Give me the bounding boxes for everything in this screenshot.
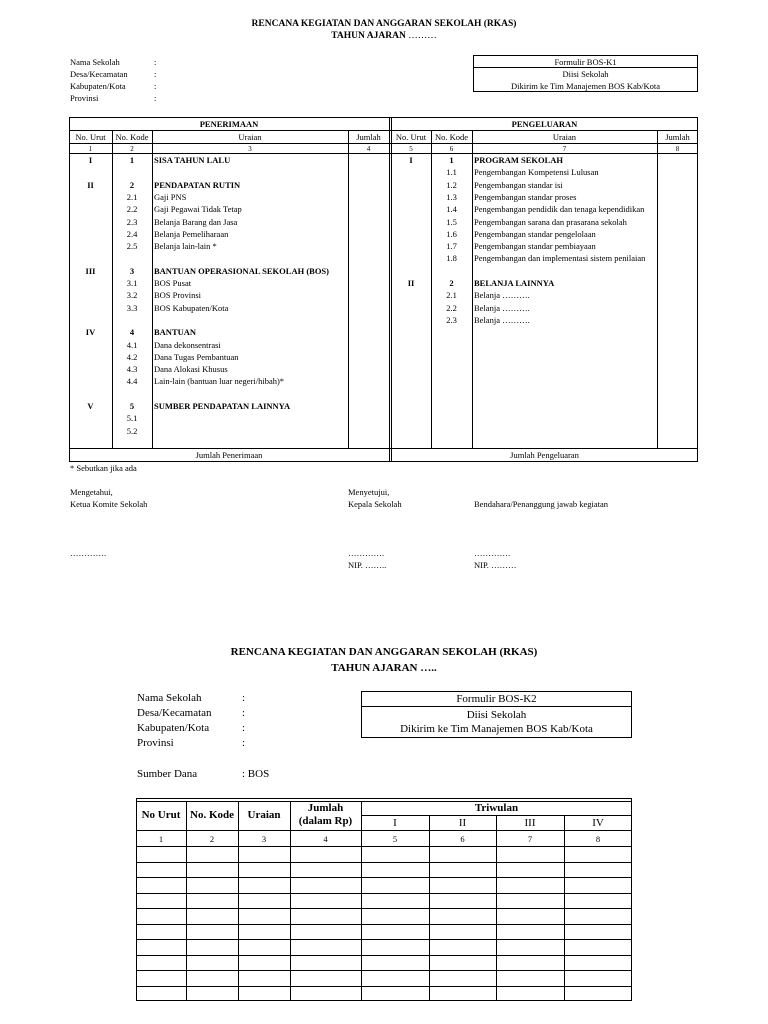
form1-label-provinsi: Provinsi (70, 93, 99, 103)
col-header-no-urut: No. Urut (395, 132, 427, 142)
row-kode: 2.4 (126, 228, 138, 239)
row-kode: 4.1 (126, 339, 138, 350)
form1-subtitle-label: TAHUN AJARAN (331, 31, 406, 41)
col-number: 1 (88, 145, 93, 153)
form2-formulir-diisi: Diisi Sekolah (466, 709, 527, 721)
form1-colon: : (154, 69, 157, 79)
form1-colon: : (154, 93, 157, 103)
form1-colon: : (154, 81, 157, 91)
form1-subtitle-dots: ……… (408, 31, 437, 41)
form2-title: RENCANA KEGIATAN DAN ANGGARAN SEKOLAH (RKAS) (230, 646, 538, 658)
row-kode: 2.3 (446, 314, 457, 325)
row-kode: 1.2 (446, 179, 457, 190)
t2-col-number: 6 (460, 834, 465, 844)
form2-label-provinsi: Provinsi (137, 737, 174, 749)
row-uraian: Dana dekonsentrasi (154, 339, 221, 350)
col-header-jumlah: Jumlah (356, 132, 381, 142)
row-uraian: BANTUAN OPERASIONAL SEKOLAH (BOS) (154, 265, 329, 276)
row-kode: 2.5 (126, 241, 138, 252)
form1-formulir-dikirim: Dikirim ke Tim Manajemen BOS Kab/Kota (511, 81, 660, 91)
col-header-uraian: Uraian (552, 132, 577, 142)
row-kode: 2.3 (126, 216, 138, 227)
row-kode: 2.2 (126, 204, 138, 215)
row-uraian: Pengembangan Kompetensi Lulusan (474, 167, 599, 178)
col-header-no-kode: No. Kode (434, 132, 469, 142)
row-kode: 1 (449, 155, 454, 165)
t2-col-number: 7 (527, 834, 533, 844)
row-kode: 2.1 (126, 191, 138, 202)
row-uraian: Dana Alokasi Khusus (154, 364, 228, 375)
row-kode: 1.3 (446, 191, 457, 202)
sig-dots: …………. (70, 548, 107, 558)
t2-header-jumlah: Jumlah (307, 802, 344, 814)
row-uraian: SISA TAHUN LALU (154, 155, 231, 165)
form1-colon: : (154, 57, 157, 67)
t2-col-number: 4 (323, 834, 328, 844)
row-uraian: Pengembangan standar pengelolaan (474, 228, 596, 239)
row-kode: 1.7 (446, 241, 457, 252)
col-header-uraian: Uraian (238, 132, 262, 142)
form2-formulir-dikirim: Dikirim ke Tim Manajemen BOS Kab/Kota (400, 723, 593, 735)
row-kode: 3.1 (126, 278, 138, 288)
row-kode: 1.6 (446, 228, 457, 239)
row-uraian: Pengembangan dan implementasi sistem penilaian (474, 253, 646, 264)
sig-nip: NIP. ……… (474, 560, 517, 570)
col-number: 6 (449, 145, 454, 153)
form2-colon: : (242, 692, 246, 704)
sig-bendahara: Bendahara/Penanggung jawab kegiatan (474, 499, 609, 509)
form2-subtitle: TAHUN AJARAN ….. (331, 662, 437, 674)
row-uraian: BOS Kabupaten/Kota (154, 302, 229, 313)
sig-kepala-sekolah: Kepala Sekolah (348, 499, 402, 509)
form2-label-desa: Desa/Kecamatan (137, 707, 212, 719)
row-urut: I (88, 155, 93, 165)
table-row-line (136, 939, 632, 940)
table-row-line (136, 955, 632, 956)
row-uraian: Pengembangan sarana dan prasarana sekolah (474, 216, 627, 227)
t2-header-triwulan-3: III (524, 817, 536, 829)
row-urut: II (407, 278, 415, 288)
row-kode: 4.3 (126, 364, 138, 375)
sig-nip: NIP. …….. (348, 560, 387, 570)
row-urut: V (87, 401, 94, 411)
t2-col-number: 1 (158, 834, 164, 844)
col-number: 8 (675, 145, 680, 153)
col-header-jumlah: Jumlah (665, 132, 690, 142)
penerimaan-header: PENERIMAAN (199, 119, 259, 129)
row-uraian: Belanja lain-lain * (154, 241, 217, 252)
form2-label-nama-sekolah: Nama Sekolah (137, 692, 202, 704)
row-uraian: BOS Provinsi (154, 290, 201, 301)
form1-label-kabupaten: Kabupaten/Kota (70, 81, 126, 91)
col-header-no-urut: No. Urut (75, 132, 106, 142)
row-urut: III (85, 265, 96, 276)
form2-colon: : (242, 737, 246, 749)
row-uraian: Belanja Barang dan Jasa (154, 216, 238, 227)
row-kode: 2 (449, 278, 454, 288)
sumber-dana-value: : BOS (242, 768, 270, 780)
sumber-dana-label: Sumber Dana (137, 768, 198, 780)
row-uraian: PROGRAM SEKOLAH (474, 155, 564, 165)
sig-menyetujui: Menyetujui, (348, 487, 390, 497)
table-row-line (136, 970, 632, 971)
row-urut: IV (85, 327, 96, 338)
col-number: 7 (562, 145, 567, 153)
t2-header-uraian: Uraian (247, 809, 281, 821)
row-uraian: Belanja ………. (474, 314, 530, 325)
row-uraian: Pengembangan standar proses (474, 191, 577, 202)
row-kode: 4.2 (126, 351, 138, 362)
t2-header-triwulan: Triwulan (474, 802, 519, 814)
row-kode: 1.8 (446, 253, 457, 264)
table-row-line (136, 908, 632, 909)
form2-colon: : (242, 722, 246, 734)
pengeluaran-header: PENGELUARAN (511, 119, 578, 129)
row-uraian: Belanja Pemeliharaan (154, 228, 229, 239)
row-uraian: Belanja ………. (474, 290, 530, 301)
row-uraian: Dana Tugas Pembantuan (154, 351, 239, 362)
row-kode: 2 (129, 179, 135, 190)
row-kode: 5 (129, 401, 135, 411)
row-kode: 5.1 (126, 413, 138, 424)
row-kode: 4.4 (126, 376, 138, 387)
row-kode: 1.1 (446, 167, 457, 178)
col-number: 3 (248, 145, 252, 153)
row-uraian: SUMBER PENDAPATAN LAINNYA (154, 401, 291, 411)
row-uraian: Gaji Pegawai Tidak Tetap (154, 204, 242, 215)
form1-label-nama-sekolah: Nama Sekolah (70, 57, 120, 67)
table-row-line (136, 924, 632, 925)
row-kode: 5.2 (126, 425, 138, 436)
t2-header-triwulan-2: II (458, 817, 467, 829)
sig-dots: …………. (474, 548, 511, 558)
row-uraian: BANTUAN (154, 327, 197, 338)
row-uraian: BELANJA LAINNYA (474, 278, 555, 288)
t2-col-number: 5 (392, 834, 398, 844)
jumlah-penerimaan-label: Jumlah Penerimaan (195, 450, 263, 460)
row-uraian: Lain-lain (bantuan luar negeri/hibah)* (154, 376, 285, 387)
table-row-line (136, 877, 632, 878)
form1-formulir-code: Formulir BOS-K1 (554, 57, 617, 67)
footnote: * Sebutkan jika ada (70, 463, 137, 473)
row-kode: 1.5 (446, 216, 457, 227)
row-uraian: Pengembangan pendidik dan tenaga kependidikan (474, 204, 645, 215)
row-kode: 3 (129, 265, 135, 276)
row-kode: 3.3 (126, 302, 138, 313)
form2-formulir-code: Formulir BOS-K2 (456, 693, 537, 705)
t2-header-triwulan-1: I (393, 817, 397, 829)
row-kode: 3.2 (126, 290, 138, 301)
table-row-line (136, 986, 632, 987)
table-row-line (136, 862, 632, 863)
row-uraian: Pengembangan standar isi (474, 179, 563, 190)
row-kode: 4 (129, 327, 135, 338)
col-number: 5 (409, 145, 413, 153)
form2-colon: : (242, 707, 246, 719)
col-number: 2 (130, 145, 134, 153)
row-urut: I (409, 155, 413, 165)
row-uraian: Pengembangan standar pembiayaan (474, 241, 596, 252)
row-uraian: Belanja ………. (474, 302, 530, 313)
row-urut: II (87, 179, 94, 190)
row-kode: 2.2 (446, 302, 457, 313)
table-row-line (136, 893, 632, 894)
row-kode: 1.4 (446, 204, 457, 215)
t2-header-no-urut: No Urut (141, 809, 181, 821)
form1-label-desa: Desa/Kecamatan (70, 69, 128, 79)
jumlah-pengeluaran-label: Jumlah Pengeluaran (510, 450, 579, 460)
t2-col-number: 2 (209, 834, 215, 844)
sig-ketua-komite: Ketua Komite Sekolah (70, 499, 148, 509)
row-kode: 2.1 (446, 290, 457, 301)
row-uraian: PENDAPATAN RUTIN (154, 179, 241, 190)
sig-mengetahui: Mengetahui, (70, 487, 113, 497)
col-header-no-kode: No. Kode (115, 132, 149, 142)
t2-header-no-kode: No. Kode (190, 809, 234, 821)
row-kode: 1 (129, 155, 135, 165)
t2-col-number: 3 (261, 834, 267, 844)
form2-label-kabupaten: Kabupaten/Kota (137, 722, 210, 734)
col-number: 4 (366, 145, 371, 153)
t2-header-triwulan-4: IV (592, 817, 604, 829)
sig-dots: …………. (348, 548, 385, 558)
row-uraian: Gaji PNS (154, 191, 187, 202)
t2-header-jumlah-unit: (dalam Rp) (298, 815, 353, 827)
row-uraian: BOS Pusat (154, 278, 192, 288)
form1-subtitle (0, 31, 768, 41)
t2-col-number: 8 (595, 834, 601, 844)
form1-formulir-diisi: Diisi Sekolah (562, 69, 609, 79)
form1-title: RENCANA KEGIATAN DAN ANGGARAN SEKOLAH (RKAS) (251, 19, 517, 29)
